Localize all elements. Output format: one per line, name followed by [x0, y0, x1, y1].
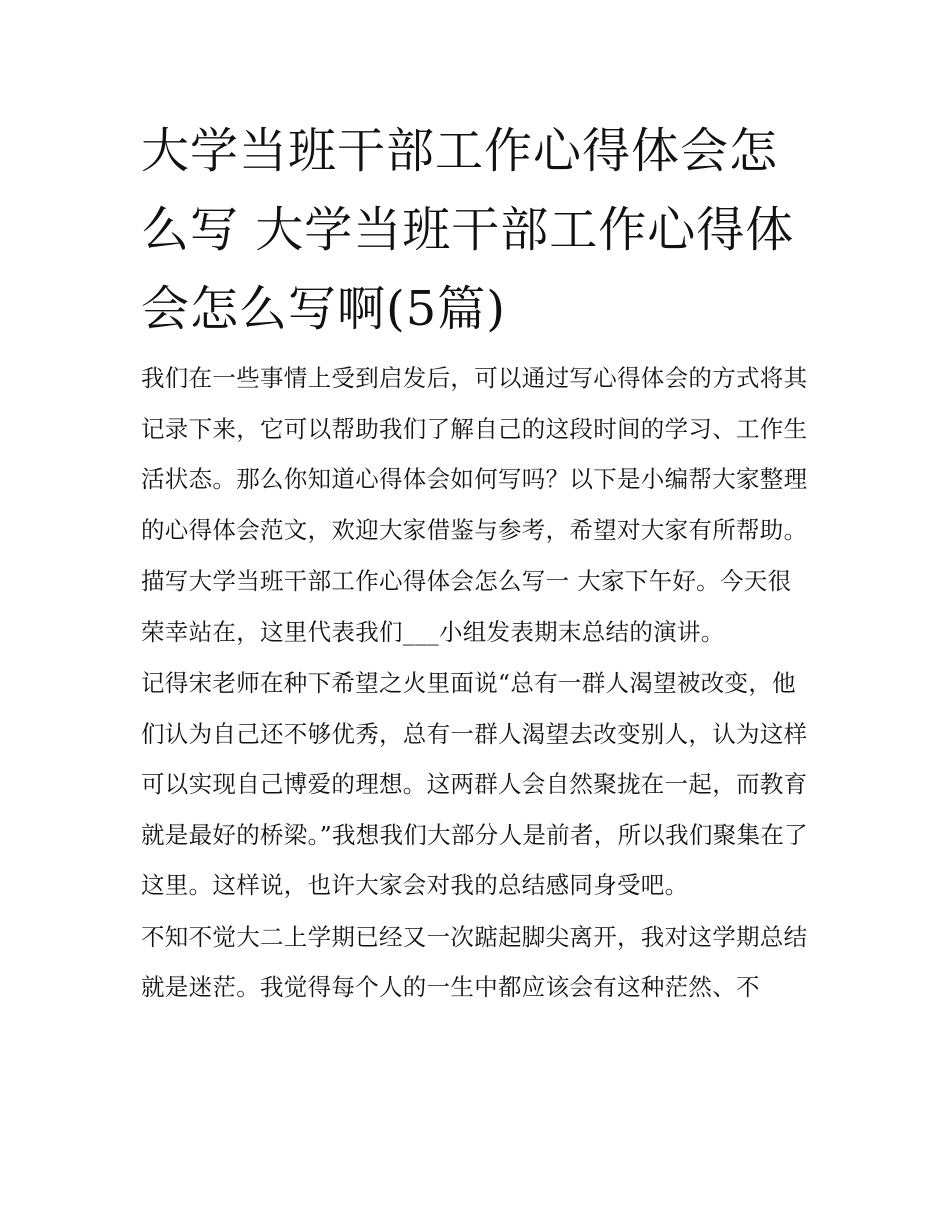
paragraph-reflection: 不知不觉大二上学期已经又一次踮起脚尖离开，我对这学期总结就是迷茫。我觉得每个人的一生中都应该会有这种茫然、不 [141, 922, 808, 1001]
document-title: 大学当班干部工作心得体会怎么写 大学当班干部工作心得体会怎么写啊(5篇) [141, 123, 795, 337]
paragraph-quote: 记得宋老师在种下希望之火里面说“总有一群人渴望被改变，他们认为自己还不够优秀，总有一群人渴望去改变别人，认为这样可以实现自己博爱的理想。这两群人会自然聚拢在一起，而教育就是最好的桥梁。”我想我们大部分人是前者，所以我们聚集在了这里。这样说，也许大家会对我的总结感同身受吧。 [141, 669, 808, 899]
document-body [141, 112, 813, 1013]
paragraph-opening: 描写大学当班干部工作心得体会怎么写一 大家下午好。今天很荣幸站在，这里代表我们___小组发表期末总结的演讲。 [141, 567, 792, 646]
paragraph-intro: 我们在一些事情上受到启发后，可以通过写心得体会的方式将其记录下来，它可以帮助我们了解自己的这段时间的学习、工作生活状态。那么你知道心得体会如何写吗？以下是小编帮大家整理的心得体会范文，欢迎大家借鉴与参考，希望对大家有所帮助。 [141, 364, 808, 544]
